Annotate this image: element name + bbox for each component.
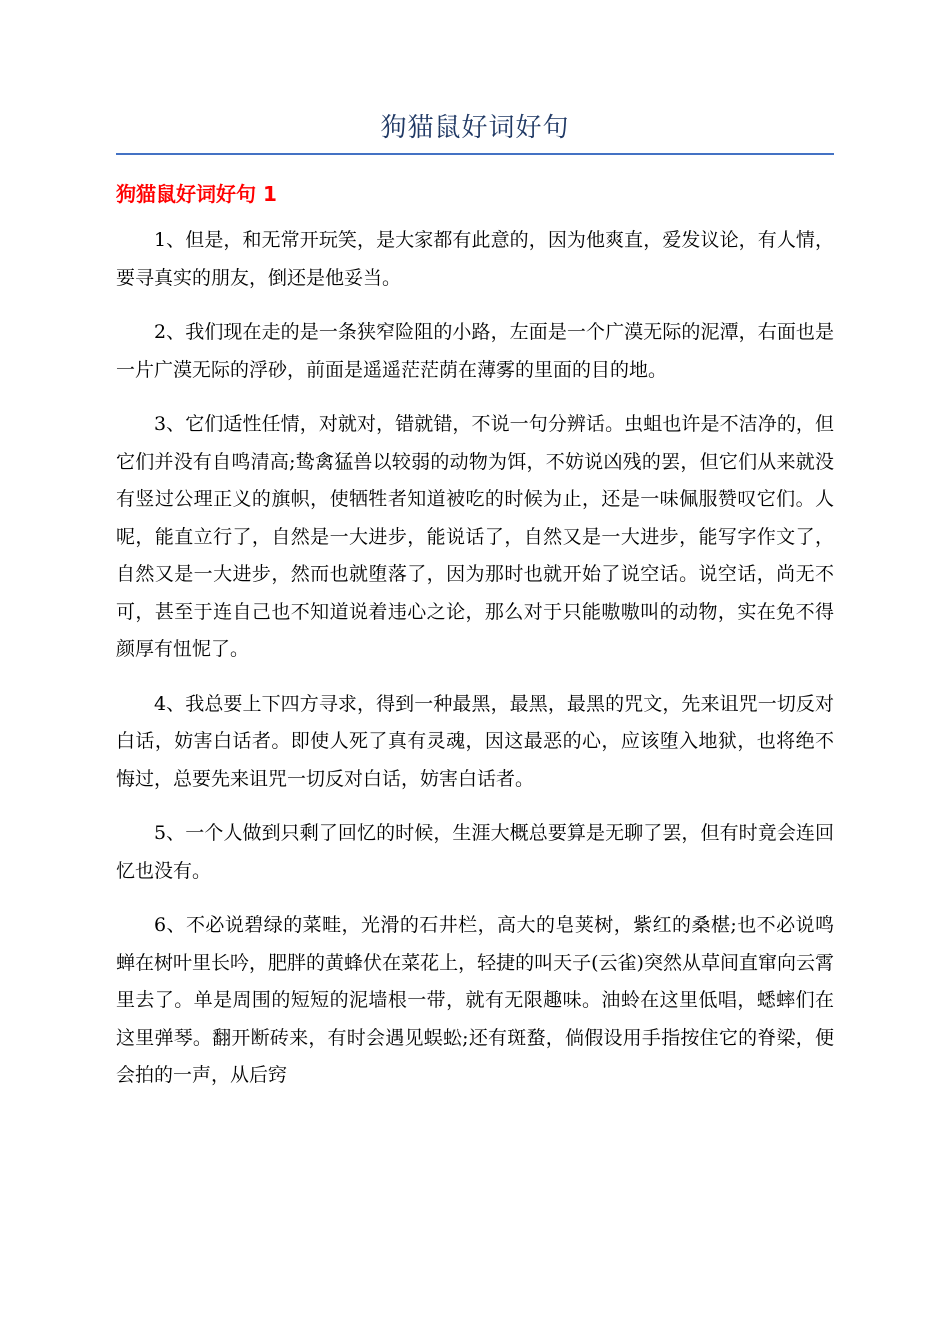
document-title: 狗猫鼠好词好句: [380, 113, 570, 143]
title-underline-rule: [116, 153, 834, 155]
section-heading: 狗猫鼠好词好句 1: [116, 182, 277, 206]
paragraph-6: 6、不必说碧绿的菜畦，光滑的石井栏，高大的皂荚树，紫红的桑椹;也不必说鸣蝉在树叶里长吟，肥胖的黄蜂伏在菜花上，轻捷的叫天子(云雀)突然从草间直窜向云霄里去了。单是周围的短短的泥墙根一带，就有无限趣味。油蛉在这里低唱，蟋蟀们在这里弹琴。翻开断砖来，有时会遇见蜈蚣;还有斑蝥，倘假设用手指按住它的脊梁，便会拍的一声，从后窍: [116, 914, 834, 1086]
paragraph-4: 4、我总要上下四方寻求，得到一种最黑，最黑，最黑的咒文，先来诅咒一切反对白话，妨害白话者。即使人死了真有灵魂，因这最恶的心，应该堕入地狱，也将绝不悔过，总要先来诅咒一切反对白话，妨害白话者。: [116, 692, 834, 790]
paragraph-1: 1、但是，和无常开玩笑，是大家都有此意的，因为他爽直，爱发议论，有人情，要寻真实的朋友，倒还是他妥当。: [116, 229, 834, 289]
document-body: [116, 222, 834, 1112]
paragraph-3: 3、它们适性任情，对就对，错就错，不说一句分辨话。虫蛆也许是不洁净的，但它们并没有自鸣清高;鸷禽猛兽以较弱的动物为饵，不妨说凶残的罢，但它们从来就没有竖过公理正义的旗帜，使牺牲者知道被吃的时候为止，还是一味佩服赞叹它们。人呢，能直立行了，自然是一大进步，能说话了，自然又是一大进步，能写字作文了，自然又是一大进步，然而也就堕落了，因为那时也就开始了说空话。说空话，尚无不可，甚至于连自己也不知道说着违心之论，那么对于只能嗷嗷叫的动物，实在免不得颜厚有忸怩了。: [116, 413, 834, 660]
paragraph-5: 5、一个人做到只剩了回忆的时候，生涯大概总要算是无聊了罢，但有时竟会连回忆也没有。: [116, 822, 834, 882]
paragraph-2: 2、我们现在走的是一条狭窄险阻的小路，左面是一个广漠无际的泥潭，右面也是一片广漠无际的浮砂，前面是遥遥茫茫荫在薄雾的里面的目的地。: [116, 321, 834, 381]
